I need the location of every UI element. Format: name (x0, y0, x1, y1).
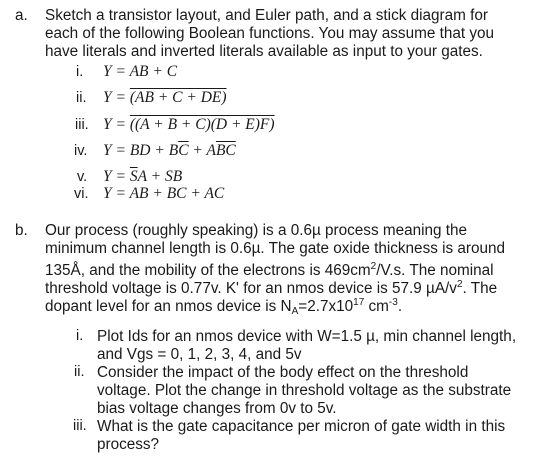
part-a-item-v-num: v. (77, 169, 88, 185)
part-a-line-2: each of the following Boolean functions. You may assume that you (45, 25, 495, 42)
part-b-marker: b. (15, 222, 28, 239)
equation-iii: Y = ((A + B + C)(D + E)F) (103, 116, 275, 133)
part-b-item-i-line-2: and Vgs = 0, 1, 2, 3, 4, and 5v (97, 346, 302, 363)
part-b-line-3: 135Å, and the mobility of the electrons is $469cm^2/V.s$. The nominal (45, 261, 494, 279)
part-a-item-ii-num: ii. (76, 90, 87, 106)
equation-iv-part-1: BD + B (129, 142, 179, 159)
part-b-item-i-num: i. (76, 328, 84, 344)
part-b-item-ii-line-2: voltage. Plot the change in threshold voltage as the substrate (97, 382, 512, 399)
equation-iv-part-3: + A (188, 142, 216, 159)
part-a-item-iii-num: iii. (75, 117, 89, 133)
equation-v-part-2: A + SB (137, 168, 183, 185)
equation-i: Y = AB + C (103, 63, 178, 80)
part-a-line-3: have literals and inverted literals available as input to your gates. (45, 43, 483, 60)
equation-vi: Y = AB + BC + AC (103, 185, 225, 202)
part-b-line-5: dopant level for an nmos device is $N_A=2.7x10^{17}$ $cm^{-3}$. (45, 297, 403, 317)
equation-v: $Y = \overline{S}A$ + SB (103, 168, 183, 185)
part-a-item-vi-num: vi. (74, 186, 89, 202)
equation-iv: Y = BD + $B\overline{C} + A\overline{BC}$ (103, 142, 236, 159)
part-b-line-1: Our process (roughly speaking) is a 0.6µ process meaning the (45, 222, 468, 239)
part-a-item-iv-num: iv. (74, 143, 88, 159)
part-b-item-ii-num: ii. (74, 364, 85, 380)
equation-vi-rhs: AB + BC + AC (129, 185, 225, 202)
part-a-line-1: Sketch a transistor layout, and Euler path, and a stick diagram for (45, 7, 488, 24)
part-b-line-2: minimum channel length is 0.6µ. The gate oxide thickness is around (45, 240, 506, 257)
equation-v-lhs: Y (103, 168, 112, 185)
equation-iv-part-2: $\overline{C}$ (178, 142, 189, 159)
equation-iv-lhs: Y (103, 142, 112, 159)
part-b-item-iii-line-1: What is the gate capacitance per micron of gate width in this (97, 418, 506, 435)
part-b-item-ii-line-1: Consider the impact of the body effect on the threshold (97, 364, 469, 381)
part-b-item-iii-line-2: process? (97, 436, 160, 453)
equation-ii-lhs: Y (103, 89, 112, 106)
equation-i-lhs: Y (103, 63, 112, 80)
equation-i-rhs: AB + C (129, 63, 178, 80)
equation-vi-lhs: Y (103, 185, 112, 202)
equation-v-part-1: $\overline{S}$ (129, 168, 138, 185)
part-b-item-ii-line-3: bias voltage changes from 0v to 5v. (97, 400, 337, 417)
part-a-marker: a. (15, 7, 28, 24)
equation-iii-rhs: ((A + B + C)(D + E)F) (129, 116, 275, 133)
part-b-item-iii-num: iii. (73, 418, 87, 434)
part-b-line-4: threshold voltage is 0.77v. K' for an nmos device is 57.9 $\mu A/v^2$. The (45, 279, 498, 297)
equation-ii: Y = (AB + C + DE) (103, 89, 227, 106)
part-a-item-i-num: i. (76, 64, 84, 80)
equation-iii-lhs: Y (103, 116, 112, 133)
equation-iv-part-4: $\overline{BC}$ (215, 142, 236, 159)
part-b-item-i-line-1: Plot Ids for an nmos device with W=1.5 µ, min channel length, (97, 328, 517, 345)
equation-ii-rhs: (AB + C + DE) (129, 89, 227, 106)
